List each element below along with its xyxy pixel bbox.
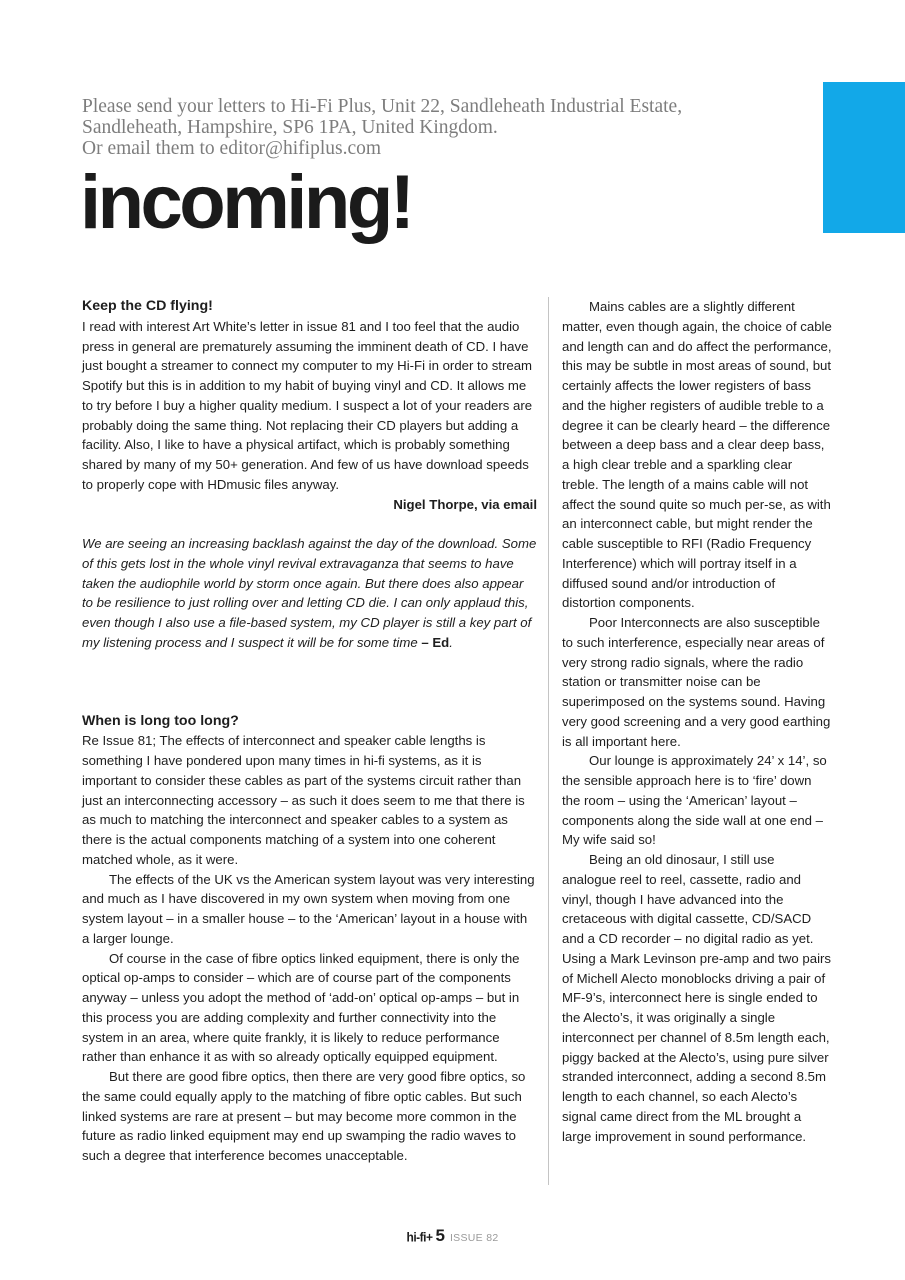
editor-sign-off: – Ed bbox=[421, 634, 450, 650]
section-color-tab bbox=[823, 82, 905, 233]
page-number: 5 bbox=[435, 1226, 445, 1245]
right-column bbox=[562, 297, 832, 1146]
left-column bbox=[82, 297, 537, 1166]
editor-reply-end: . bbox=[449, 634, 453, 650]
letter-1-signature: Nigel Thorpe, via email bbox=[393, 496, 537, 512]
letter-2-paragraph: Mains cables are a slightly different matter, even though again, the choice of cable and length can and do affect the performance, this may be subtle in most areas of sound, but certainly affects the lower registers of bass and the higher registers of audible treble to a degree it can be clearly heard – the difference between a deep bass and a clear deep bass, a high clear treble and a sparkling clear treble. The length of a mains cable will not affect the sound quite so much per-se, as with an interconnect cable, but might render the cable susceptible to RFI (Radio Frequency Interference) which will portray itself in a diffused sound and/or introduction of distortion components. bbox=[562, 299, 832, 611]
address-line-2: Sandleheath, Hampshire, SP6 1PA, United Kingdom. bbox=[82, 117, 498, 138]
letter-1-heading: Keep the CD flying! bbox=[82, 298, 213, 314]
letter-2-heading: When is long too long? bbox=[82, 712, 239, 729]
letter-2-paragraph: Being an old dinosaur, I still use analogue reel to reel, cassette, radio and vinyl, though I have advanced into the cretaceous with digital cassette, CD/SACD and a CD recorder – no digital radio as yet. Using a Mark Levinson pre-amp and two pairs of Michell Alecto monoblocks driving a pair of MF-9’s, interconnect here is single ended to the Alecto’s, it was originally a single interconnect per channel of 8.5m length each, piggy backed at the Alecto’s, using pure silver stranded interconnect, adding a second 8.5m length to each channel, so each Alecto’s signal came direct from the ML brought a large improvement in sound performance. bbox=[562, 852, 832, 1144]
letter-2-paragraph: But there are good fibre optics, then there are very good fibre optics, so the same could equally apply to the matching of fibre optic cables. But such linked systems are rare at present – but may become more common in the future as radio linked equipment may end up swamping the radio waves to such a degree that interference becomes unacceptable. bbox=[82, 1069, 526, 1163]
letter-2-paragraph: Of course in the case of fibre optics linked equipment, there is only the optical op-amps to consider – which are of course part of the components anyway – unless you adopt the method of ‘add-on’ optical op-amps – but in this process you are adding complexity and further connectivity into the system in an area, where quite frankly, it is likely to reduce performance rather than enhance it as with so already optically equipped equipment. bbox=[82, 950, 520, 1065]
magazine-logo: hi-fi+ bbox=[406, 1229, 433, 1245]
page-title: incoming! bbox=[80, 160, 412, 245]
letter-1-body: I read with interest Art White’s letter in issue 81 and I too feel that the audio press in general are prematurely assuming the imminent death of CD. I have just bought a streamer to connect my computer to my Hi-Fi in order to stream Spotify but this is in addition to my habit of buying vinyl and CD. It allows me to try before I buy a higher quality medium. I suspect a lot of your readers are probably doing the same thing. Not replacing their CD players but adding a facility. Also, I like to have a physical artifact, which is probably something shared by many of my 50+ generation. And few of us have download speeds to properly cope with HDmusic files anyway. bbox=[82, 318, 533, 492]
column-divider bbox=[548, 297, 549, 1185]
letters-address-block bbox=[82, 96, 802, 159]
issue-label: ISSUE 82 bbox=[449, 1232, 499, 1244]
letter-2-paragraph: Poor Interconnects are also susceptible to such interference, especially near areas of very strong radio signals, where the radio station or transmitter noise can be superimposed on the systems sound. Having very good screening and a very good earthing is all important here. bbox=[562, 615, 831, 749]
editor-reply-text: We are seeing an increasing backlash against the day of the download. Some of this gets lost in the whole vinyl revival extravaganza that seems to have taken the audiophile world by storm once again. But there does also appear to be resilience to just rolling over and letting CD die. I can only applaud this, even though I also use a file-based system, my CD player is still a key part of my listening process and I suspect it will be for some time bbox=[82, 536, 537, 650]
page-footer bbox=[0, 1226, 905, 1246]
letter-2-paragraph: Re Issue 81; The effects of interconnect and speaker cable lengths is something I have pondered upon many times in hi-fi systems, as it is important to consider these cables as part of the systems circuit rather than just an interconnecting accessory – as such it does seem to me that there is as much to matching the interconnect and speaker cables to a system as there is the actual components matching of a system into one coherent matched whole, as it were. bbox=[82, 733, 525, 867]
address-line-3: Or email them to editor@hifiplus.com bbox=[82, 138, 382, 159]
editor-reply bbox=[82, 534, 537, 653]
address-line-1: Please send your letters to Hi-Fi Plus, Unit 22, Sandleheath Industrial Estate, bbox=[82, 96, 683, 117]
letter-2-paragraph: The effects of the UK vs the American system layout was very interesting and much as I have discovered in my own system when moving from one system layout – in a smaller house – to the ‘American’ layout in a house with a larger lounge. bbox=[82, 871, 535, 946]
letter-2-paragraph: Our lounge is approximately 24’ x 14’, so the sensible approach here is to ‘fire’ down the room – using the ‘American’ layout – components along the side wall at one end – My wife said so! bbox=[562, 753, 827, 848]
